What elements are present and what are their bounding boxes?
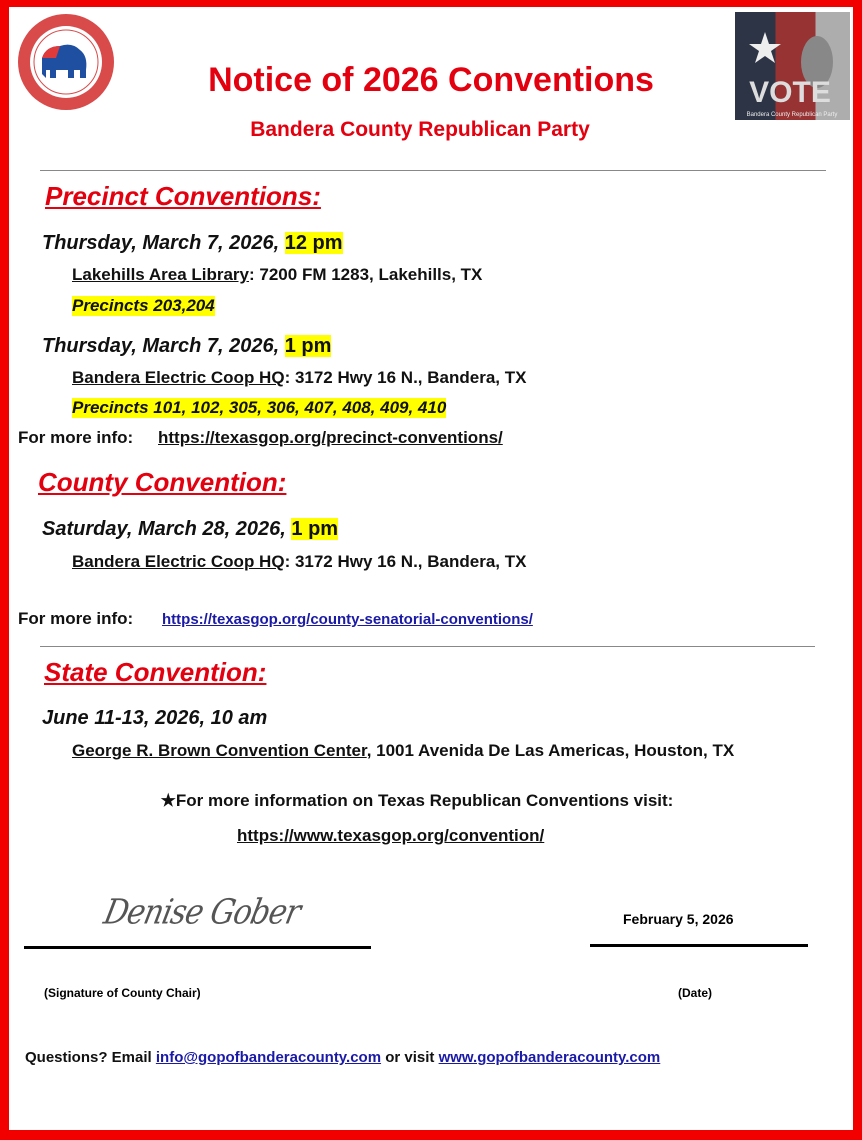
state-convention-heading: State Convention: xyxy=(44,657,267,687)
date-label: (Date) xyxy=(678,986,713,1000)
page-subtitle: Bandera County Republican Party xyxy=(250,118,590,141)
divider xyxy=(40,646,815,647)
precinct-info-link[interactable]: https://texasgop.org/precinct-conventions/ xyxy=(158,428,503,447)
svg-text:Bandera County Republican Part: Bandera County Republican Party xyxy=(746,112,838,118)
county-convention-heading: County Convention: xyxy=(38,467,287,497)
signature-line xyxy=(24,946,371,949)
footer-contact: Questions? Email info@gopofbanderacounty.com or visit www.gopofbanderacounty.com xyxy=(25,1049,661,1066)
precinct-event-2-location: Bandera Electric Coop HQ: 3172 Hwy 16 N., Bandera, TX xyxy=(72,368,527,387)
svg-text:VOTE: VOTE xyxy=(749,76,831,109)
state-event-location: George R. Brown Convention Center, 1001 Avenida De Las Americas, Houston, TX xyxy=(72,741,735,760)
event-time: 12 pm xyxy=(284,232,343,254)
county-event-location: Bandera Electric Coop HQ: 3172 Hwy 16 N., Bandera, TX xyxy=(72,552,527,571)
precinct-info-label: For more info: xyxy=(18,428,134,447)
precinct-event-1-date: Thursday, March 7, 2026, 12 pm xyxy=(42,232,343,254)
precinct-event-1-precincts: Precincts 203,204 xyxy=(72,296,215,315)
county-info-link[interactable]: https://texasgop.org/county-senatorial-conventions/ xyxy=(162,611,533,628)
precinct-conventions-heading: Precinct Conventions: xyxy=(45,181,321,211)
more-info-text: ★For more information on Texas Republican Conventions visit: xyxy=(160,791,674,810)
divider xyxy=(40,170,826,171)
email-link[interactable]: info@gopofbanderacounty.com xyxy=(155,1049,382,1066)
precinct-event-1-location: Lakehills Area Library: 7200 FM 1283, Lakehills, TX xyxy=(72,265,483,284)
signature: Denise Gober xyxy=(100,892,304,933)
state-event-date: June 11-13, 2026, 10 am xyxy=(42,707,268,729)
date-line xyxy=(590,944,808,947)
signature-label: (Signature of County Chair) xyxy=(44,986,201,1000)
website-link[interactable]: www.gopofbanderacounty.com xyxy=(438,1049,661,1066)
county-event-date: Saturday, March 28, 2026, 1 pm xyxy=(42,518,339,540)
precinct-event-2-precincts: Precincts 101, 102, 305, 306, 407, 408, 409, 410 xyxy=(72,398,447,417)
convention-link[interactable]: https://www.texasgop.org/convention/ xyxy=(237,826,545,845)
page-title: Notice of 2026 Conventions xyxy=(208,61,654,99)
event-time: 1 pm xyxy=(291,518,339,540)
county-info-label: For more info: xyxy=(18,609,134,628)
precinct-event-2-date: Thursday, March 7, 2026, 1 pm xyxy=(42,335,332,357)
signature-date: February 5, 2026 xyxy=(623,911,734,927)
event-time: 1 pm xyxy=(284,335,332,357)
